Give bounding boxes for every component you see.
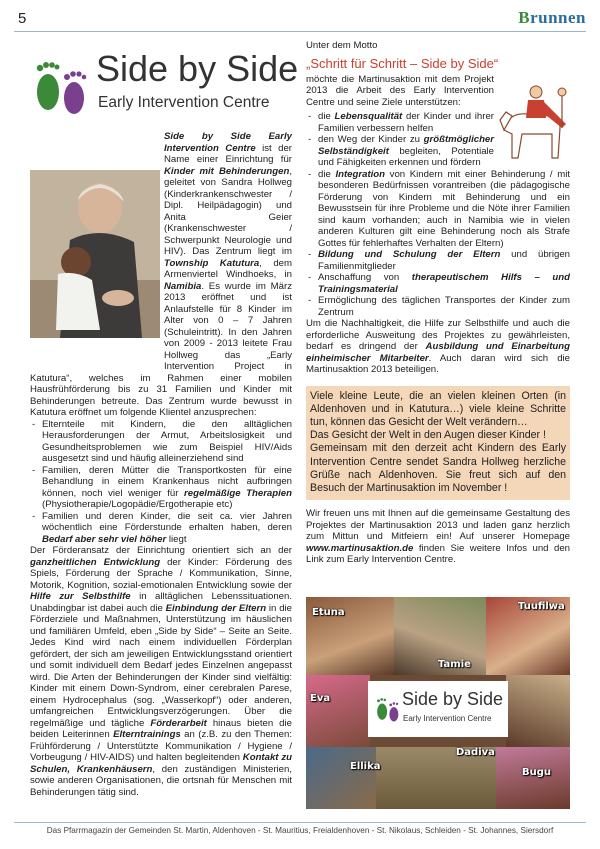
photo-tile (506, 675, 570, 747)
homepage-link[interactable]: www.martinusaktion.de (306, 542, 414, 554)
approach-paragraph: Der Förderansatz der Einrichtung orientiert sich an der ganzheitlichen Entwicklung der Kinder: Förderung des Spiels, Förderung der Sprache / Kommunikation, Sinne, Motorik, Kognition, sozial-emotionalen Entwicklung sowie der Hilfe zur Selbsthilfe in alltäglichen Lebenssituationen. Unabdingbar ist dabei auch die Einbindung der Eltern in die Förderziele und Maßnahmen, Unterstützung im häuslichen und familiären Umfeld, eben „Side by Side“ – Seite an Seite. Jedes Kind wird nach einem individuellen Förderplan gefördert, der sich am jeweiligen Entwicklungsstand orientiert und somit individuell dem Bedarf jedes Einzelnen angepasst wird. Die Arten der Behinderungen der Kinder sind vielfältig: Kinder mit einem Down-Syndrom, einer cerebralen Parese, einem Hydrocephalus (sog. „Wasserkopf“) oder anderen, umfangreichen Entwicklungsverzögerungen. Über die regelmäßige und tägliche Förderarbeit hinaus bieten die beiden Leiterinnen Elterntrainings an (z.B. zu den Themen: Frühförderung / Unterstützte Kommunikation / Hygiene / Vorbeugung / HIV-AIDS) und halten begleitenden Kontakt zu Schulen, Krankenhäusern, den zuständigen Ministerien, sowie anderen Organisationen, die ortsnah für Menschen mit Behinderungen tätig sind. (30, 545, 292, 798)
header-rule (14, 31, 586, 32)
motto-label: Unter dem Motto (306, 40, 378, 51)
sustainability-paragraph: Um die Nachhaltigkeit, die Hilfe zur Selbsthilfe und auch die erforderliche Ausweitung des Projektes zu gewährleisten, bedarf es dringend der Ausbildung und Einarbeitung einheimischer Mitarbeiter. Auch daran wird sich die Martinusaktion 2013 beteiligen. (306, 318, 570, 375)
photo-tile (496, 747, 570, 809)
logo-title: Side by Side (96, 48, 299, 89)
quote-box (306, 386, 570, 501)
list-item: - Elternteile mit Kindern, die den alltäglichen Herausforderungen der Armut, Arbeitslosigkeit und Gesundheitsproblemen wie zum Beispiel HIV/Aids ausgesetzt sind und häufig alleinerziehend sind (42, 419, 292, 465)
goals-list (306, 111, 570, 318)
brand-rest: runnen (530, 8, 586, 27)
kid-name-label: Etuna (312, 607, 345, 618)
collage-logo (368, 681, 508, 737)
intro-text: möchte die Martinusaktion mit dem Projekt 2013 die Arbeit des Early Intervention Centre und seine Ziele unterstützen: (306, 73, 494, 108)
footprints-icon (374, 691, 402, 725)
list-item: - die Lebensqualität der Kinder und ihrer Familien verbessern helfen (318, 111, 570, 134)
page-number: 5 (18, 10, 27, 27)
right-column (306, 40, 570, 566)
collage-logo-title: Side by Side (402, 689, 504, 709)
quote-text-3: Gemeinsam mit den derzeit acht Kindern des Early Intervention Centre sendet Sandra Hollweg herzliche Grüße nach Aldenhoven. Sie freut sich auf den Besuch der Martinusaktion im November ! (310, 442, 566, 494)
motto-headline: „Schritt für Schritt – Side by Side“ (306, 55, 499, 71)
kid-name-label: Eva (310, 693, 331, 704)
brand-initial: B (518, 8, 531, 27)
list-item: - Familien und deren Kinder, die seit ca. vier Jahren wöchentlich eine Förderstunde erhalten haben, deren Bedarf aber sehr viel höher liegt (42, 511, 292, 546)
intro-paragraph-full: Side by Side Early Intervention Centre ist der Name einer Einrichtung für Kinder mit Behinderungen, geleitet von Sandra Hollweg (Kinderkrankenschwester / Dipl. Heilpädagogin) und Anita Geier (Krankenschwester / Schwerpunkt Neurologie und HIV). Das Zentrum liegt im Township Katutura, dem Armenviertel Windhoeks, in Namibia. Es wurde im März 2013 eröffnet und ist Anlaufstelle für 8 Kinder im Alter von 0 – 7 Jahren (Schuleintritt). In den Jahren von 2009 - 2013 leitete Frau Hollweg das „Early Intervention Project in Katutura“, welches im Rahmen einer mobilen Hausfrühförderung bis zu 31 Familien und Kinder mit Behinderungen betreute. Das Zentrum wurde bewusst in Katutura eröffnet um folgende Klientel anzusprechen: (30, 131, 292, 418)
kid-name-label: Dadiva (456, 747, 495, 758)
quote-text-1: Viele kleine Leute, die an vielen kleinen Orten (in Aldenhoven und in Katutura…) viele kleine Schritte tun, können das Gesicht der Welt verändern… (310, 389, 566, 428)
photo-tile (306, 675, 370, 747)
quote-text-2: Das Gesicht der Welt in den Augen dieser Kinder ! (310, 429, 546, 442)
kid-name-label: Tamie (438, 659, 471, 670)
clientele-list (30, 419, 292, 546)
photo-wrap (30, 169, 164, 367)
footprints-icon (30, 48, 92, 120)
invitation-paragraph: Wir freuen uns mit Ihnen auf die gemeinsame Gestaltung des Projektes der Martinusaktion 2013 und laden ganz herzlich zum Mittun und Mitfeiern ein! Auf unserer Homepage www.martinusaktion.de finden Sie weitere Infos und den Link zum Early Intervention Centre. (306, 508, 570, 566)
list-item: - die Integration von Kindern mit einer Behinderung / mit besonderen Bedürfnissen vorantreiben (die pädagogische Förderung von Kindern mit Behinderung und ein Bewusstsein für ihre Probleme und die Nöte ihrer Familien sind kaum vorhanden; auch in Namibia wie in vielen anderen Kulturen gilt eine Behinderung noch als Strafe Gottes für fehlerhaftes Verhalten der Eltern) (318, 169, 570, 250)
children-photo-collage (306, 597, 570, 809)
side-by-side-logo (30, 46, 299, 124)
left-body (30, 131, 292, 798)
list-item: - Ermöglichung des täglichen Transportes der Kinder zum Zentrum (318, 295, 570, 318)
list-item: - den Weg der Kinder zu größtmöglicher Selbständigkeit begleiten, Potentiale und Fähigkeiten erkennen und fördern (318, 134, 570, 169)
list-item: - Bildung und Schulung der Eltern und übrigen Familienmitglieder (318, 249, 570, 272)
logo-subtitle: Early Intervention Centre (98, 94, 270, 111)
kid-name-label: Tuufilwa (518, 601, 565, 612)
kid-name-label: Bugu (522, 767, 552, 778)
footer-rule (14, 822, 586, 823)
list-item: - Familien, deren Mütter die Transportkosten für eine Behandlung in einem Krankenhaus nicht aufbringen können, noch viel weniger für regelmäßige Therapien (Physiotherapie/Logopädie/Ergotherapie etc) (42, 465, 292, 511)
magazine-brand (518, 8, 586, 28)
photo-tile (306, 747, 376, 809)
footer-text: Das Pfarrmagazin der Gemeinden St. Martin, Aldenhoven - St. Mauritius, Freialdenhoven - St. Nikolaus, Schleiden - St. Johannes, Siersdorf (46, 826, 554, 835)
kid-name-label: Ellika (350, 761, 381, 772)
collage-logo-subtitle: Early Intervention Centre (403, 714, 492, 723)
list-item: - Anschaffung von therapeutischem Hilfs – und Trainingsmaterial (318, 272, 570, 295)
